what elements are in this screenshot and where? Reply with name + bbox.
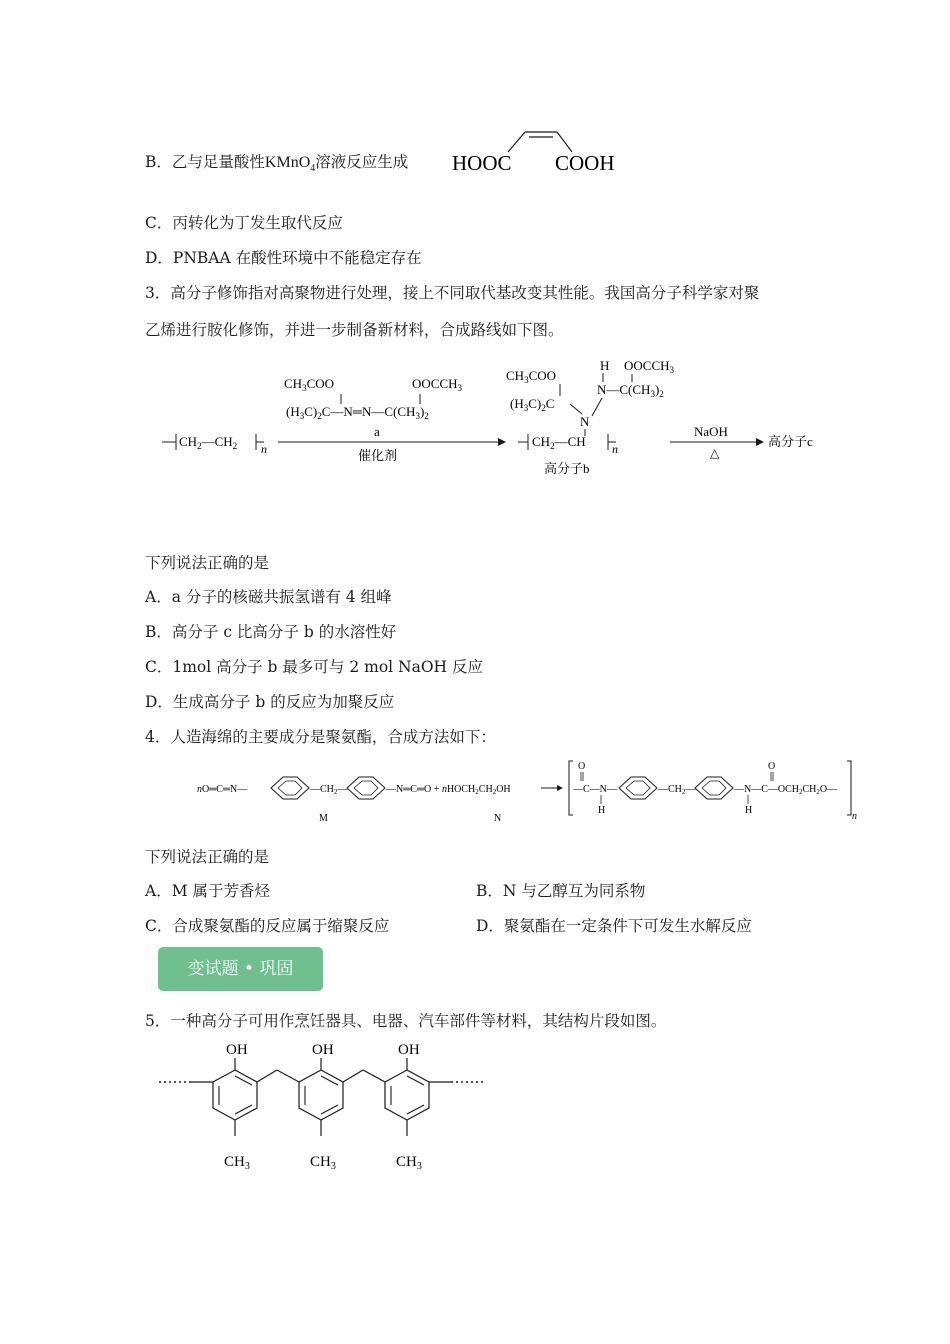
reagent-a-label: a [374,424,380,439]
q2-option-b-suffix: 溶液反应生成 [315,153,409,171]
svg-text:—N═C═O + nHOCH2CH2OH: —N═C═O + $nHOCH_2CH_2OH$ [386,784,511,796]
q4-question: 下列说法正确的是 [145,848,270,866]
polymer-c-label: 高分子c [768,434,813,449]
svg-text:O: O [578,761,586,772]
svg-text:H: H [745,805,753,816]
svg-text:N: N [580,414,590,429]
kmno4-subscript: 4 [310,163,316,175]
label-n: N [494,813,502,824]
q3-option-a: A．a 分子的核磁共振氢谱有 4 组峰 [145,588,392,606]
q4-option-d: D．聚氨酯在一定条件下可发生水解反应 [476,917,752,935]
q2-option-c: C．丙转化为丁发生取代反应 [145,214,343,232]
q2-option-d: D．PNBAA 在酸性环境中不能稳定存在 [145,249,422,267]
phenol-formaldehyde-fragment [155,1036,495,1181]
svg-text:—CH2—: $—CH_2—$ [310,784,348,796]
q3-option-c: C．1mol 高分子 b 最多可与 2 mol NaOH 反应 [145,658,483,676]
svg-text:(H3C)2C: $(H_3C)_2C$ [510,396,555,413]
q4-option-c: C．合成聚氨酯的反应属于缩聚反应 [145,917,390,935]
svg-text:CH2—CH2: $CH_2—CH_2$ [179,434,238,451]
svg-text:CH3: $CH_3$ [310,1154,336,1172]
svg-text:nO═C═N—: nO═C═N— [197,784,248,795]
svg-text:n: n [261,442,267,456]
maleic-acid-structure [450,122,640,187]
q3-question: 下列说法正确的是 [145,554,270,572]
label-m: M [319,813,328,824]
q5-stem: 5．一种高分子可用作烹饪器具、电器、汽车部件等材料，其结构片段如图。 [145,1012,667,1030]
svg-text:—N—C—OCH2CH2O—: $—N—C—OCH_2CH_2O—$ [734,784,838,796]
svg-text:OOCCH3: $OOCCH_3$ [412,376,463,393]
svg-text:N—C(CH3)2: $N—C(CH_3)_2$ [597,382,664,399]
svg-text:OH: OH [226,1042,248,1058]
svg-text:CH2—CH: $CH_2—CH$ [532,434,586,451]
maleic-cooh-label: COOH [555,151,615,175]
q3-option-d: D．生成高分子 b 的反应为加聚反应 [145,693,395,711]
naoh-label: NaOH [694,424,728,439]
q3-stem-line2: 乙烯进行胺化修饰，并进一步制备新材料，合成路线如下图。 [145,321,564,339]
svg-text:OH: OH [312,1042,334,1058]
q2-option-b-prefix: B．乙与足量酸性 [145,153,265,171]
svg-text:CH3: $CH_3$ [224,1154,250,1172]
svg-text:OOCCH3: $OOCCH_3$ [624,358,675,375]
svg-text:—C—N—: —C—N— [573,784,617,795]
svg-text:CH3: $CH_3$ [396,1154,422,1172]
svg-text:OH: OH [398,1042,420,1058]
svg-text:(H3C)2C—N═N—C(CH3)2: $(H_3C)_2C—N═N—C(CH_3)_2$ [286,404,429,421]
catalyst-label: 催化剂 [358,448,398,463]
svg-text:—CH2—: $—CH_2—$ [658,784,696,796]
q4-option-b: B．N 与乙醇互为同系物 [476,882,646,900]
svg-text:H: H [600,358,610,373]
polymer-b-label: 高分子b [544,461,590,476]
svg-text:H: H [598,805,606,816]
q4-stem: 4．人造海绵的主要成分是聚氨酯，合成方法如下： [145,728,496,746]
svg-text:n: n [852,811,857,822]
kmno4-formula: KMnO [264,154,311,171]
svg-text:O: O [768,761,776,772]
q3-reaction-scheme [160,352,840,487]
polyurethane-reaction-scheme [195,757,865,834]
variant-practice-badge[interactable]: 变试题 • 巩固 [158,947,323,991]
q2-option-b [145,152,408,179]
svg-text:n: n [612,442,618,456]
svg-text:CH3COO: $CH_3COO$ [506,368,557,385]
q3-option-b: B．高分子 c 比高分子 b 的水溶性好 [145,623,397,641]
svg-text:CH3COO: $CH_3COO$ [284,376,335,393]
q3-stem-line1: 3．高分子修饰指对高聚物进行处理，接上不同取代基改变其性能。我国高分子科学家对聚 [145,284,760,302]
maleic-hooc-label: HOOC [452,151,512,175]
heat-symbol: △ [710,446,720,460]
q4-option-a: A．M 属于芳香烃 [145,882,270,900]
